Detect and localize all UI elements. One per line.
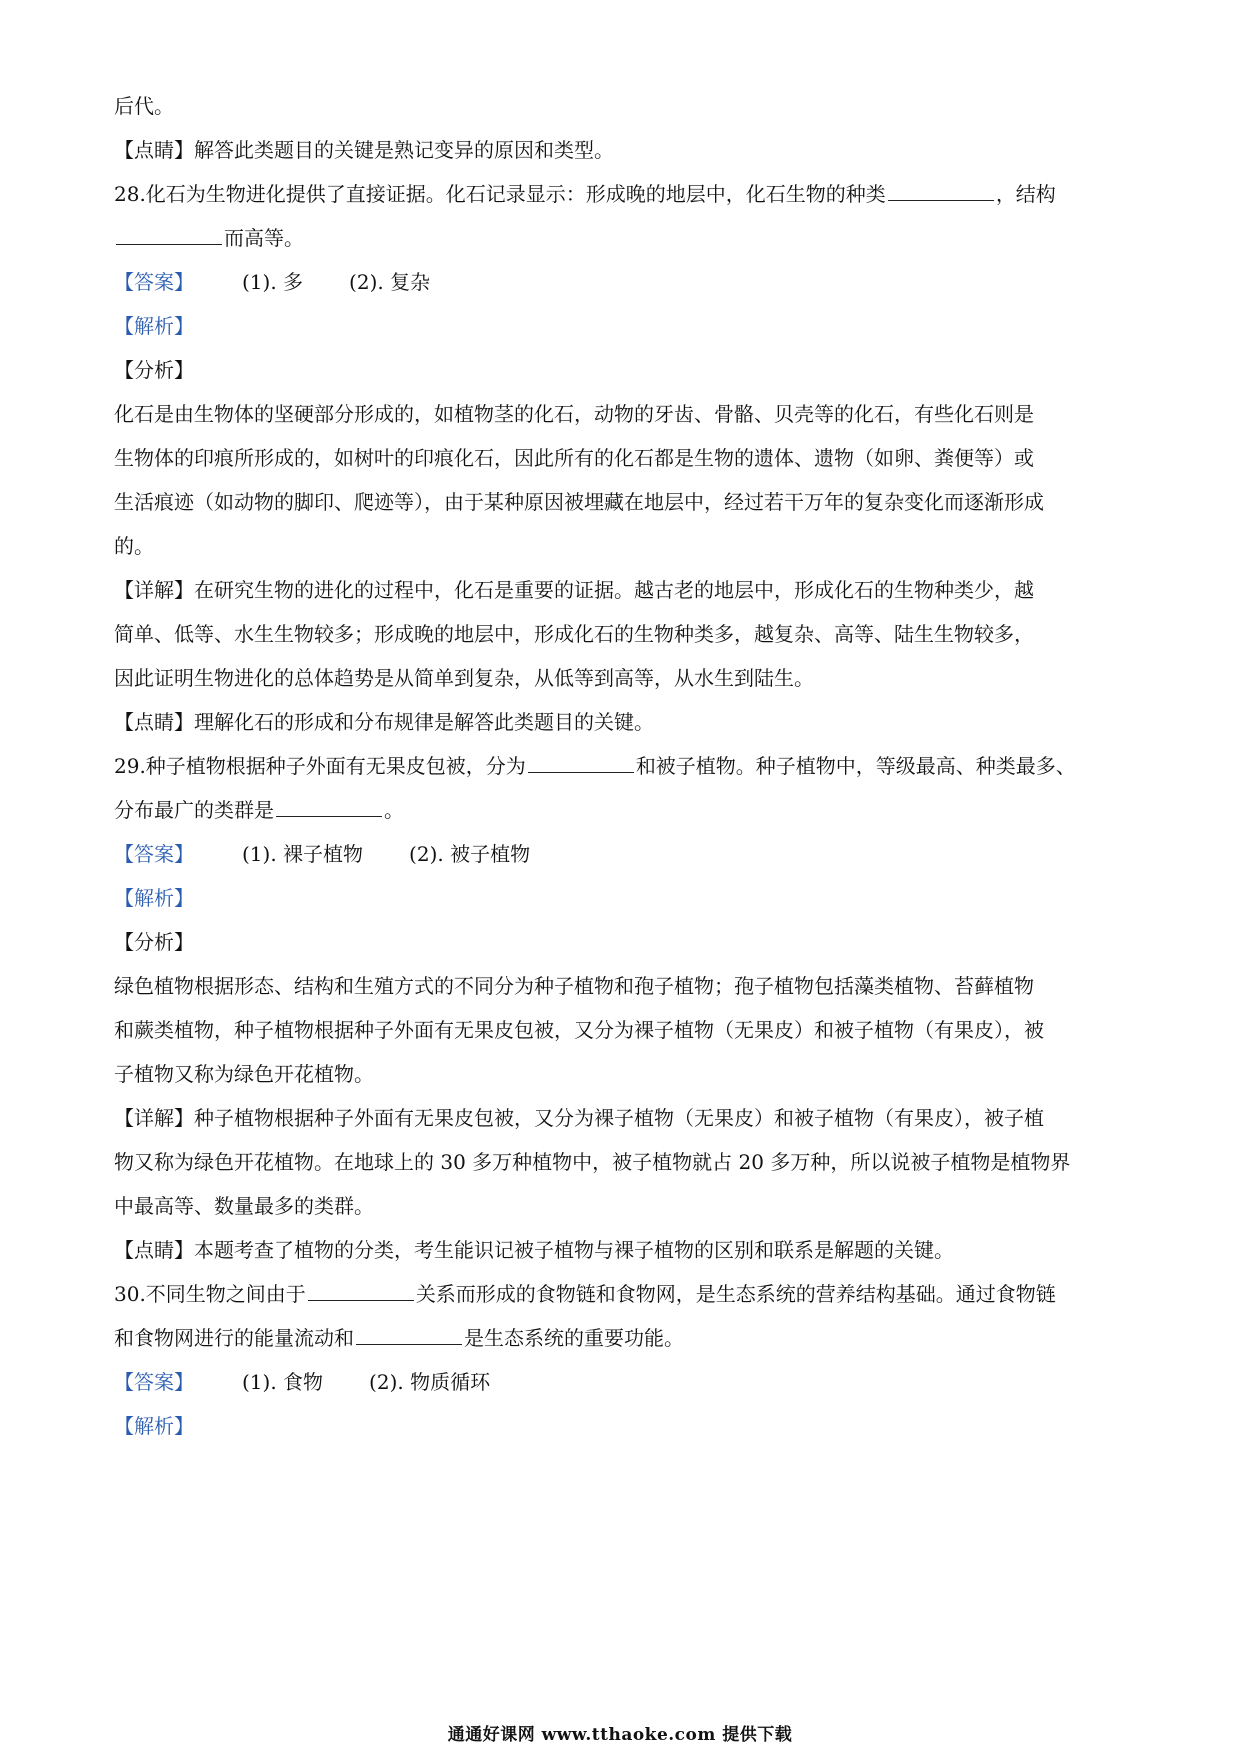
jiexi-label: 【解析】 (114, 314, 194, 338)
xiangjie-text: 中最高等、数量最多的类群。 (114, 1194, 374, 1218)
fenxi-text: 生活痕迹（如动物的脚印、爬迹等），由于某种原因被埋藏在地层中，经过若干万年的复杂变化而逐渐形成 (114, 490, 1044, 514)
question-29-stem-cont: 分布最广的类群是 。 (114, 798, 404, 822)
answer-item: (2). 物质循环 (369, 1370, 491, 1394)
answer-blank (888, 180, 994, 201)
dianjing-line: 【点睛】解答此类题目的关键是熟记变异的原因和类型。 (114, 138, 614, 162)
answer-line (114, 268, 1130, 296)
fenxi-text: 生物体的印痕所形成的，如树叶的印痕化石，因此所有的化石都是生物的遗体、遗物（如卵、粪便等）或 (114, 446, 1034, 470)
answer-item: (2). 被子植物 (409, 842, 531, 866)
text-line: 后代。 (114, 94, 174, 118)
fenxi-label: 【分析】 (114, 358, 194, 382)
dianjing-line: 【点睛】理解化石的形成和分布规律是解答此类题目的关键。 (114, 710, 654, 734)
fenxi-text: 的。 (114, 534, 154, 558)
answer-line (114, 1368, 1130, 1396)
question-28-stem: 28.化石为生物进化提供了直接证据。化石记录显示：形成晚的地层中，化石生物的种类 ，结构 (114, 182, 1056, 206)
fenxi-text: 和蕨类植物，种子植物根据种子外面有无果皮包被，又分为裸子植物（无果皮）和被子植物（有果皮），被 (114, 1018, 1044, 1042)
fenxi-text: 子植物又称为绿色开花植物。 (114, 1062, 374, 1086)
xiangjie-text: 【详解】在研究生物的进化的过程中，化石是重要的证据。越古老的地层中，形成化石的生物种类少，越 (114, 578, 1034, 602)
answer-label: 【答案】 (114, 270, 194, 294)
page-footer: 通通好课网 www.tthaoke.com 提供下载 (447, 1725, 793, 1745)
question-28-stem-cont: 而高等。 (114, 224, 1130, 252)
fenxi-text: 绿色植物根据形态、结构和生殖方式的不同分为种子植物和孢子植物；孢子植物包括藻类植物、苔藓植物 (114, 974, 1034, 998)
answer-item: (1). 食物 (242, 1370, 324, 1394)
answer-item: (1). 裸子植物 (242, 842, 364, 866)
xiangjie-text: 简单、低等、水生生物较多；形成晚的地层中，形成化石的生物种类多，越复杂、高等、陆生生物较多， (114, 622, 1034, 646)
answer-label: 【答案】 (114, 1370, 194, 1394)
answer-blank (116, 224, 222, 245)
fenxi-text: 化石是由生物体的坚硬部分形成的，如植物茎的化石，动物的牙齿、骨骼、贝壳等的化石，有些化石则是 (114, 402, 1034, 426)
answer-blank (356, 1324, 462, 1345)
xiangjie-text: 【详解】种子植物根据种子外面有无果皮包被，又分为裸子植物（无果皮）和被子植物（有果皮），被子植 (114, 1106, 1044, 1130)
answer-item: (2). 复杂 (349, 270, 431, 294)
answer-label: 【答案】 (114, 842, 194, 866)
xiangjie-text: 因此证明生物进化的总体趋势是从简单到复杂，从低等到高等，从水生到陆生。 (114, 666, 814, 690)
answer-blank (276, 796, 382, 817)
question-30-stem: 30.不同生物之间由于 关系而形成的食物链和食物网，是生态系统的营养结构基础。通过食物链 (114, 1282, 1056, 1306)
answer-item: (1). 多 (242, 270, 304, 294)
question-30-stem-cont: 和食物网进行的能量流动和 是生态系统的重要功能。 (114, 1326, 684, 1350)
jiexi-label: 【解析】 (114, 1414, 194, 1438)
xiangjie-text: 物又称为绿色开花植物。在地球上的 30 多万种植物中，被子植物就占 20 多万种，所以说被子植物是植物界 (114, 1150, 1071, 1174)
dianjing-line: 【点睛】本题考查了植物的分类，考生能识记被子植物与裸子植物的区别和联系是解题的关键。 (114, 1238, 954, 1262)
answer-blank (528, 752, 634, 773)
jiexi-label: 【解析】 (114, 886, 194, 910)
question-29-stem: 29.种子植物根据种子外面有无果皮包被，分为 和被子植物。种子植物中，等级最高、种类最多、 (114, 754, 1076, 778)
answer-line (114, 840, 1130, 868)
fenxi-label: 【分析】 (114, 930, 194, 954)
answer-blank (308, 1280, 414, 1301)
